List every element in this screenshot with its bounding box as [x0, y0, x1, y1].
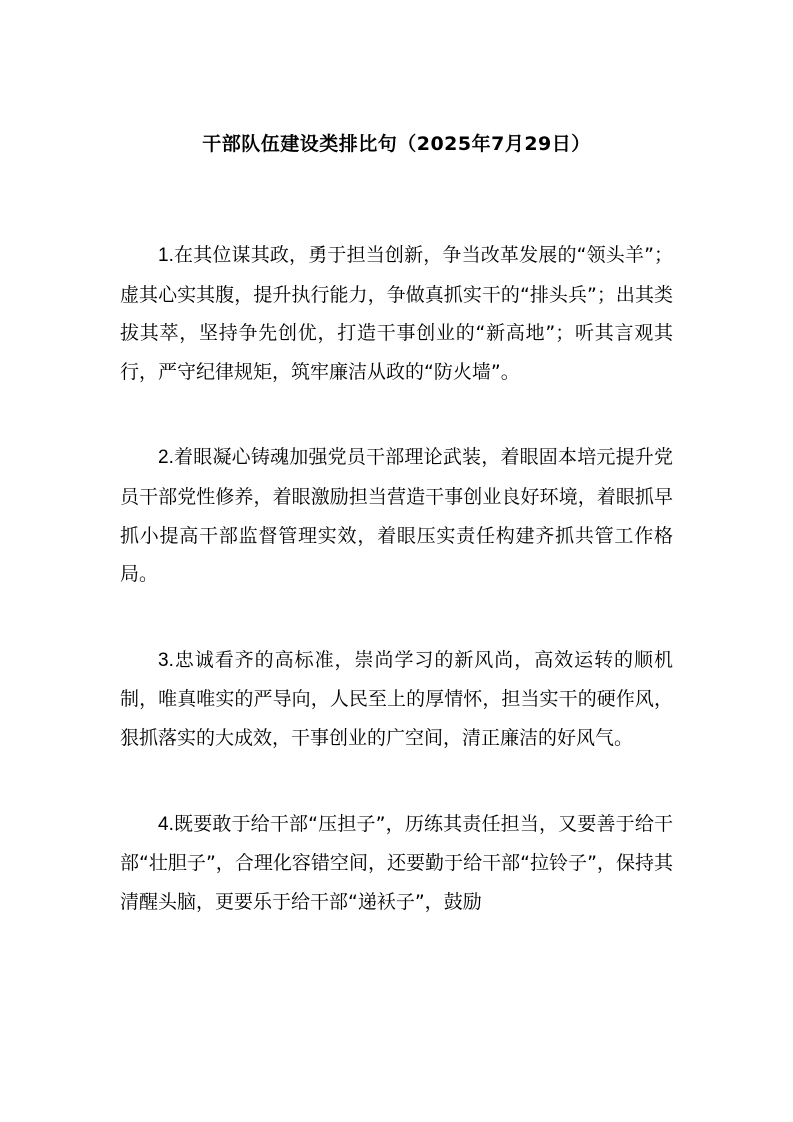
- document-title: 干部队伍建设类排比句（2025年7月29日）: [202, 133, 591, 155]
- paragraph-2: [120, 438, 673, 593]
- paragraph-4: [120, 805, 673, 922]
- paragraph-text: 着眼凝心铸魂加强党员干部理论武装，着眼固本培元提升党员干部党性修养，着眼激励担当营造干事创业良好环境，着眼抓早抓小提高干部监督管理实效，着眼压实责任构建齐抓共管工作格局。: [120, 446, 673, 586]
- document-body: [120, 236, 673, 968]
- paragraph-text: 忠诚看齐的高标准，崇尚学习的新风尚，高效运转的顺机制，唯真唯实的严导向，人民至上的厚情怀，担当实干的硬作风，狠抓落实的大成效，干事创业的广空间，清正廉洁的好风气。: [120, 648, 673, 749]
- paragraph-number: 2.: [158, 447, 174, 469]
- paragraph-3: [120, 641, 673, 758]
- paragraph-number: 4.: [158, 813, 174, 835]
- paragraph-text: 在其位谋其政，勇于担当创新，争当改革发展的“领头羊”；虚其心实其腹，提升执行能力，争做真抓实干的“排头兵”；出其类拔其萃，坚持争先创优，打造干事创业的“新高地”；听其言观其行，严守纪律规矩，筑牢廉洁从政的“防火墙”。: [120, 244, 673, 383]
- paragraph-number: 1.: [158, 245, 174, 266]
- paragraph-number: 3.: [158, 649, 174, 671]
- paragraph-text: 既要敢于给干部“压担子”，历练其责任担当，又要善于给干部“壮胆子”，合理化容错空间，还要勤于给干部“拉铃子”，保持其清醒头脑，更要乐于给干部“递袄子”，鼓励: [120, 812, 673, 913]
- paragraph-1: [120, 236, 673, 391]
